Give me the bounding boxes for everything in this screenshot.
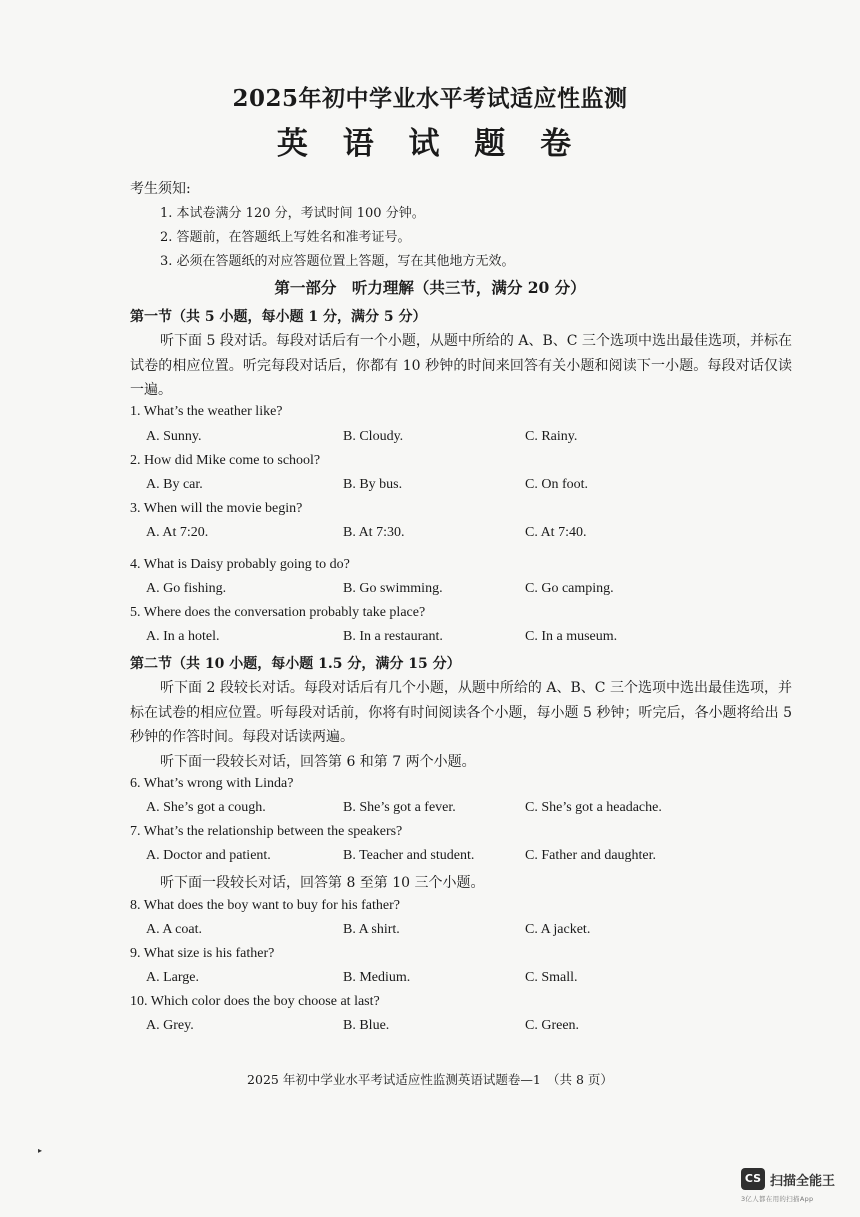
q9-option-b: B. Medium.	[343, 970, 411, 985]
notice-list	[160, 202, 515, 274]
question-3: 3. When will the movie begin?	[130, 501, 303, 516]
question-1: 1. What’s the weather like?	[130, 404, 283, 419]
question-7: 7. What’s the relationship between the speakers?	[130, 824, 403, 839]
q8-option-b: B. A shirt.	[343, 922, 400, 937]
camscanner-logo-icon: CS	[741, 1168, 765, 1190]
exam-subtitle: 英 语 试 题 卷	[276, 126, 584, 162]
q7-option-b: B. Teacher and student.	[343, 848, 475, 863]
q4-option-a: A. Go fishing.	[146, 581, 227, 596]
part1-heading: 第一部分 听力理解（共三节，满分 20 分）	[274, 278, 586, 297]
q8-option-c: C. A jacket.	[525, 922, 591, 937]
q2-option-a: A. By car.	[146, 477, 203, 492]
q3-option-a: A. At 7:20.	[146, 525, 209, 540]
q1-option-a: A. Sunny.	[146, 429, 202, 444]
section1-heading: 第一节（共 5 小题，每小题 1 分，满分 5 分）	[130, 309, 427, 325]
notice-heading: 考生须知:	[130, 181, 191, 197]
q6-option-a: A. She’s got a cough.	[146, 800, 266, 815]
q10-option-b: B. Blue.	[343, 1018, 390, 1033]
q2-option-b: B. By bus.	[343, 477, 403, 492]
q5-option-b: B. In a restaurant.	[343, 629, 443, 644]
q5-option-c: C. In a museum.	[525, 629, 618, 644]
notice-item: 1. 本试卷满分 120 分，考试时间 100 分钟。	[160, 206, 425, 221]
question-2: 2. How did Mike come to school?	[130, 453, 321, 468]
section2-instructions: 听下面 2 段较长对话。每段对话后有几个小题，从题中所给的 A、B、C 三个选项中选出最佳选项，并标在试卷的相应位置。听每段对话前，你将有时间阅读各个小题，每小题 5 秒钟；听完后，各小题将给出 5 秒钟的作答时间。每段对话读两遍。	[130, 680, 792, 745]
q6-option-c: C. She’s got a headache.	[525, 800, 662, 815]
dialog-b-note: 听下面一段较长对话，回答第 8 至第 10 三个小题。	[160, 875, 485, 891]
exam-title: 2025年初中学业水平考试适应性监测	[232, 85, 628, 112]
section1-instructions: 听下面 5 段对话。每段对话后有一个小题，从题中所给的 A、B、C 三个选项中选出最佳选项，并标在试卷的相应位置。听完每段对话后，你都有 10 秒钟的时间来回答有关小题和阅读下一小题。每段对话仅读一遍。	[130, 333, 792, 398]
page-footer: 2025 年初中学业水平考试适应性监测英语试题卷—1 （共 8 页）	[247, 1072, 613, 1087]
question-6: 6. What’s wrong with Linda?	[130, 776, 294, 791]
question-8: 8. What does the boy want to buy for his father?	[130, 898, 400, 913]
notice-item: 2. 答题前，在答题纸上写姓名和准考证号。	[160, 230, 411, 245]
watermark-slogan: 3亿人都在用的扫描App	[741, 1195, 814, 1203]
question-10: 10. Which color does the boy choose at last?	[130, 994, 380, 1009]
question-4: 4. What is Daisy probably going to do?	[130, 557, 350, 572]
question-5: 5. Where does the conversation probably take place?	[130, 605, 426, 620]
q4-option-b: B. Go swimming.	[343, 581, 443, 596]
q5-option-a: A. In a hotel.	[146, 629, 220, 644]
scan-mark-icon: ▸	[38, 1146, 43, 1155]
dialog-a-note: 听下面一段较长对话，回答第 6 和第 7 两个小题。	[160, 754, 476, 770]
watermark-name: 扫描全能王	[770, 1174, 836, 1189]
q6-option-b: B. She’s got a fever.	[343, 800, 456, 815]
q10-option-a: A. Grey.	[146, 1018, 194, 1033]
q3-option-b: B. At 7:30.	[343, 525, 405, 540]
q2-option-c: C. On foot.	[525, 477, 588, 492]
q1-option-c: C. Rainy.	[525, 429, 578, 444]
question-9: 9. What size is his father?	[130, 946, 275, 961]
q9-option-a: A. Large.	[146, 970, 199, 985]
q4-option-c: C. Go camping.	[525, 581, 614, 596]
q3-option-c: C. At 7:40.	[525, 525, 587, 540]
q7-option-c: C. Father and daughter.	[525, 848, 657, 863]
q7-option-a: A. Doctor and patient.	[146, 848, 271, 863]
q1-option-b: B. Cloudy.	[343, 429, 404, 444]
section2-heading: 第二节（共 10 小题，每小题 1.5 分，满分 15 分）	[130, 656, 461, 672]
q10-option-c: C. Green.	[525, 1018, 580, 1033]
q8-option-a: A. A coat.	[146, 922, 202, 937]
q9-option-c: C. Small.	[525, 970, 578, 985]
notice-item: 3. 必须在答题纸的对应答题位置上答题，写在其他地方无效。	[160, 254, 515, 269]
